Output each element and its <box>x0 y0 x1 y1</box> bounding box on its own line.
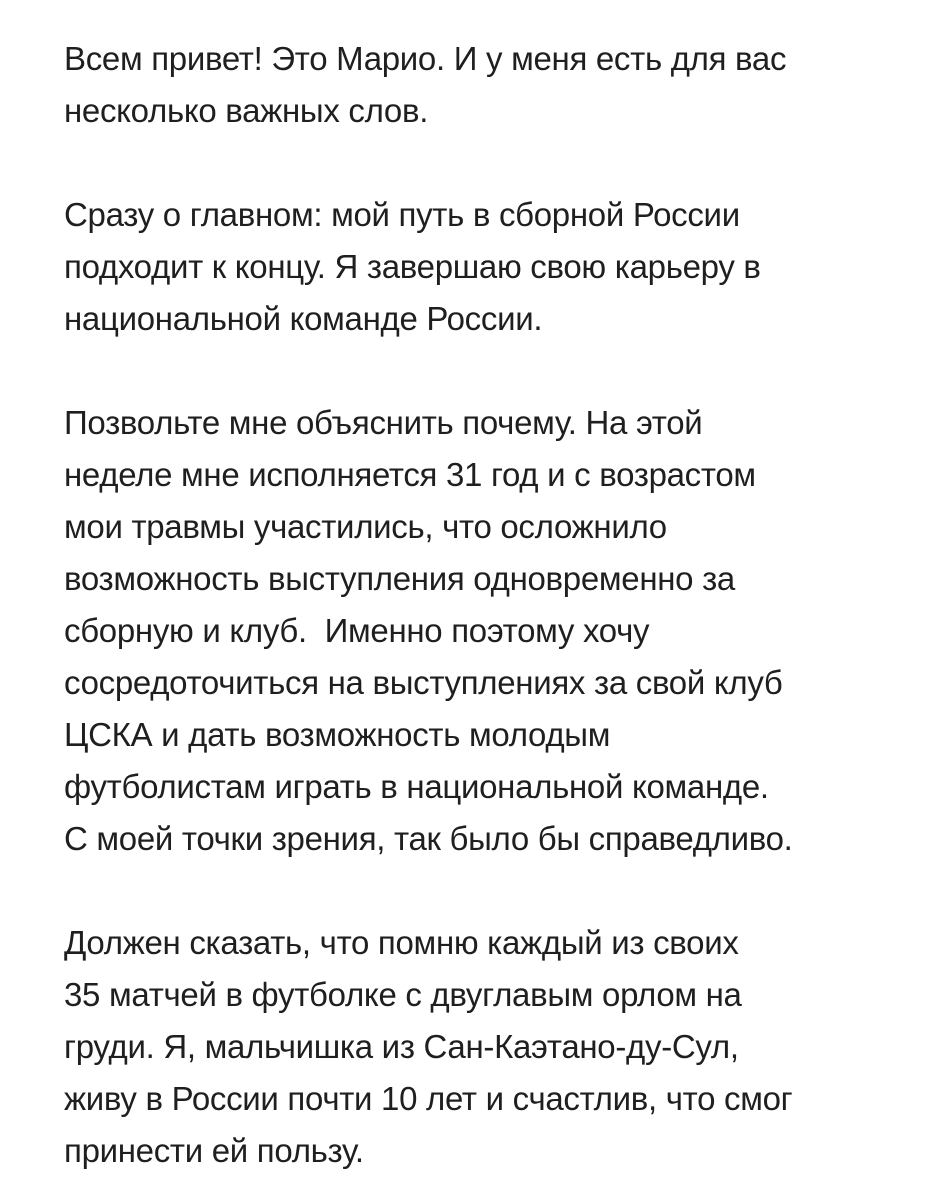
text-line: С моей точки зрения, так было бы справедливо. <box>64 820 793 857</box>
text-line: возможность выступления одновременно за <box>64 560 735 597</box>
text-line: сосредоточиться на выступлениях за свой клуб <box>64 664 783 701</box>
text-line: живу в России почти 10 лет и счастлив, что смог <box>64 1080 793 1117</box>
text-line: Сразу о главном: мой путь в сборной России <box>64 196 740 233</box>
text-line: принести ей пользу. <box>64 1132 364 1169</box>
text-line: несколько важных слов. <box>64 92 429 129</box>
text-line: 35 матчей в футболке с двуглавым орлом на <box>64 976 742 1013</box>
paragraph-greeting <box>64 33 924 137</box>
text-line: ЦСКА и дать возможность молодым <box>64 716 611 753</box>
text-line: футболистам играть в национальной команде. <box>64 768 769 805</box>
paragraph-memories <box>64 917 924 1177</box>
text-line: национальной команде России. <box>64 300 543 337</box>
text-line: груди. Я, мальчишка из Сан-Каэтано-ду-Сул, <box>64 1028 739 1065</box>
text-line: Всем привет! Это Марио. И у меня есть для вас <box>64 40 787 77</box>
text-line: подходит к концу. Я завершаю свою карьеру в <box>64 248 761 285</box>
text-line: Позвольте мне объяснить почему. На этой <box>64 404 703 441</box>
paragraph-announcement <box>64 189 924 345</box>
text-line: Должен сказать, что помню каждый из своих <box>64 924 739 961</box>
note-text-body[interactable] <box>64 33 924 1177</box>
paragraph-explanation <box>64 397 924 865</box>
text-line: неделе мне исполняется 31 год и с возрастом <box>64 456 756 493</box>
text-line: сборную и клуб. Именно поэтому хочу <box>64 612 650 649</box>
text-line: мои травмы участились, что осложнило <box>64 508 667 545</box>
